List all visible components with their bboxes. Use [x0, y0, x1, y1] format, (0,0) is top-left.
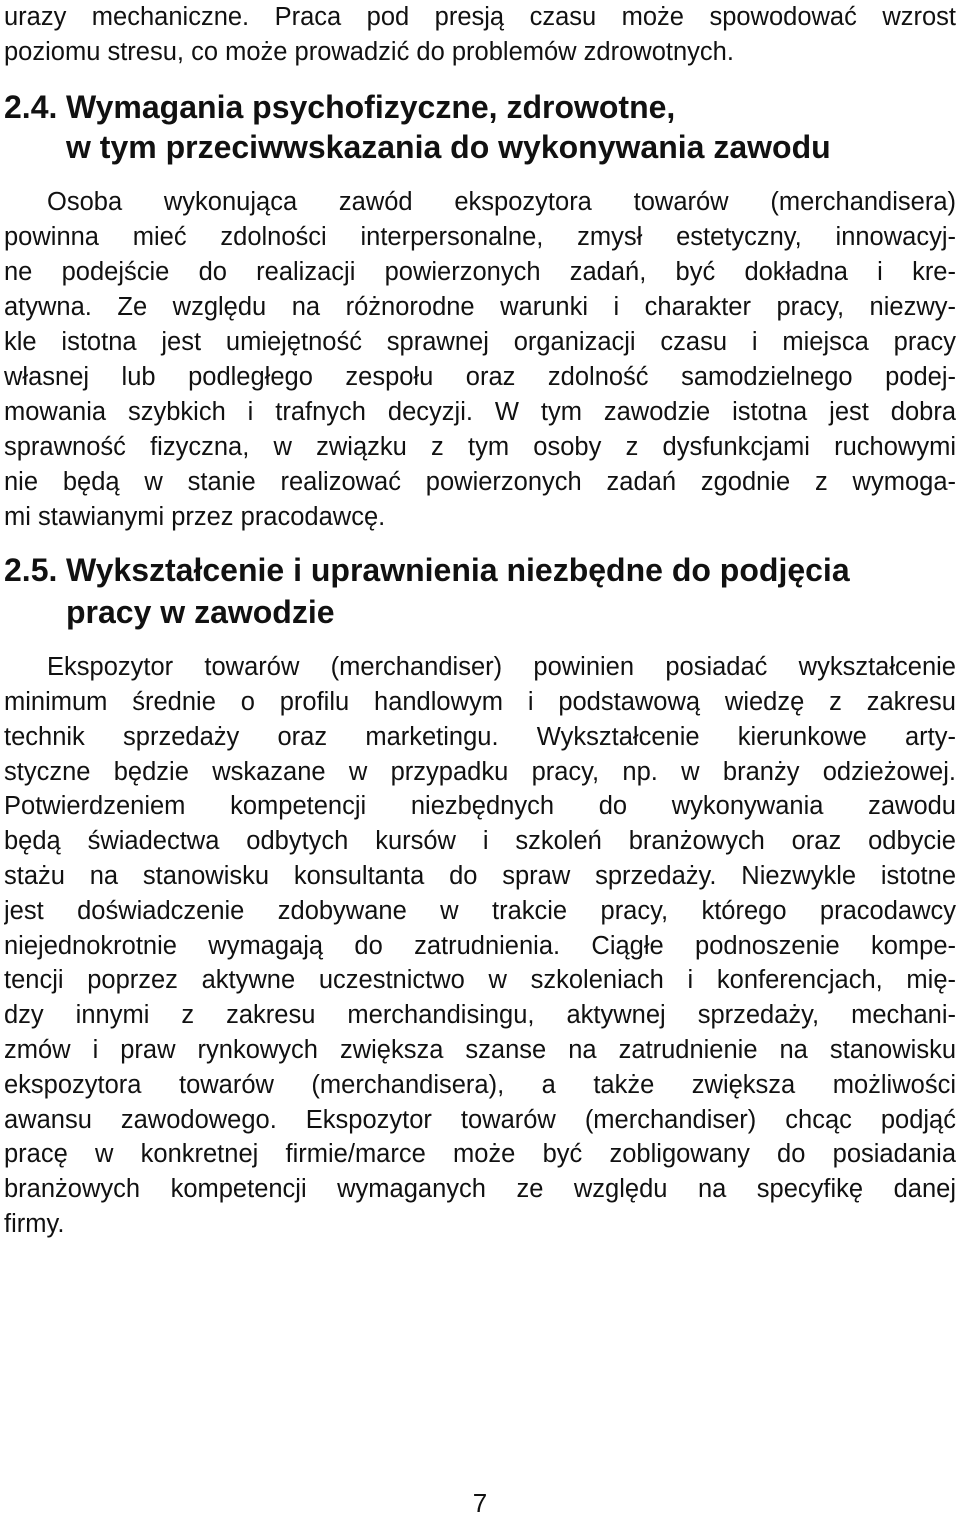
section-2-5-line: styczne będzie wskazane w przypadku pracy, np. w branży odzieżowej.	[4, 758, 956, 786]
section-2-5-line: ekspozytora towarów (merchandisera), a także zwiększa możliwości	[4, 1071, 956, 1099]
section-2-5-heading	[4, 550, 850, 590]
section-2-5-line: firmy.	[4, 1210, 65, 1238]
section-2-4-line: atywna. Ze względu na różnorodne warunki i charakter pracy, niezwy-	[4, 293, 956, 321]
section-2-5-line: stażu na stanowisku konsultanta do spraw sprzedaży. Niezwykle istotne	[4, 862, 956, 890]
section-2-5-line: tencji poprzez aktywne uczestnictwo w szkoleniach i konferencjach, mię-	[4, 966, 956, 994]
section-2-4-line: powinna mieć zdolności interpersonalne, zmysł estetyczny, innowacyj-	[4, 223, 956, 251]
section-2-4-line: mi stawianymi przez pracodawcę.	[4, 503, 386, 531]
section-2-4-line: ne podejście do realizacji powierzonych zadań, być dokładna i kre-	[4, 258, 956, 286]
section-2-5-line: będą świadectwa odbytych kursów i szkoleń branżowych oraz odbycie	[4, 827, 956, 855]
intro-line-2: poziomu stresu, co może prowadzić do problemów zdrowotnych.	[4, 38, 734, 66]
intro-line-1: urazy mechaniczne. Praca pod presją czasu może spowodować wzrost	[4, 3, 956, 31]
section-2-4-title-line1: Wymagania psychofizyczne, zdrowotne,	[66, 89, 676, 125]
section-2-5-line: Potwierdzeniem kompetencji niezbędnych do wykonywania zawodu	[4, 792, 956, 820]
section-2-5-line: minimum średnie o profilu handlowym i podstawową wiedzę z zakresu	[4, 688, 956, 716]
section-2-5-line: branżowych kompetencji wymaganych ze względu na specyfikę danej	[4, 1175, 956, 1203]
section-2-5-line: jest doświadczenie zdobywane w trakcie pracy, którego pracodawcy	[4, 897, 956, 925]
section-2-5-title-line1: Wykształcenie i uprawnienia niezbędne do podjęcia	[66, 552, 850, 588]
section-2-4-line: kle istotna jest umiejętność sprawnej organizacji czasu i miejsca pracy	[4, 328, 956, 356]
section-2-4-number: 2.4.	[4, 89, 58, 125]
page-number: 7	[472, 1488, 488, 1518]
section-2-5-line: pracę w konkretnej firmie/marce może być zobligowany do posiadania	[4, 1140, 956, 1168]
section-2-5-line: Ekspozytor towarów (merchandiser) powinien posiadać wykształcenie	[47, 653, 956, 681]
section-2-5-title-line2: pracy w zawodzie	[66, 594, 335, 630]
section-2-4-line: sprawność fizyczna, w związku z tym osoby z dysfunkcjami ruchowymi	[4, 433, 956, 461]
section-2-5-line: technik sprzedaży oraz marketingu. Wykształcenie kierunkowe arty-	[4, 723, 956, 751]
section-2-4-line: mowania szybkich i trafnych decyzji. W tym zawodzie istotna jest dobra	[4, 398, 956, 426]
section-2-5-line: niejednokrotnie wymagają do zatrudnienia. Ciągłe podnoszenie kompe-	[4, 932, 956, 960]
section-2-5-line: dzy innymi z zakresu merchandisingu, aktywnej sprzedaży, mechani-	[4, 1001, 956, 1029]
section-2-4-line: Osoba wykonująca zawód ekspozytora towarów (merchandisera)	[47, 188, 956, 216]
section-2-4-heading	[4, 87, 675, 127]
section-2-4-title-line2: w tym przeciwwskazania do wykonywania zawodu	[66, 129, 831, 165]
section-2-5-line: zmów i praw rynkowych zwiększa szanse na zatrudnienie na stanowisku	[4, 1036, 956, 1064]
document-page	[4, 0, 956, 1515]
section-2-4-line: nie będą w stanie realizować powierzonych zadań zgodnie z wymoga-	[4, 468, 956, 496]
section-2-5-number: 2.5.	[4, 552, 58, 588]
section-2-5-line: awansu zawodowego. Ekspozytor towarów (merchandiser) chcąc podjąć	[4, 1106, 956, 1134]
section-2-4-line: własnej lub podległego zespołu oraz zdolność samodzielnego podej-	[4, 363, 956, 391]
